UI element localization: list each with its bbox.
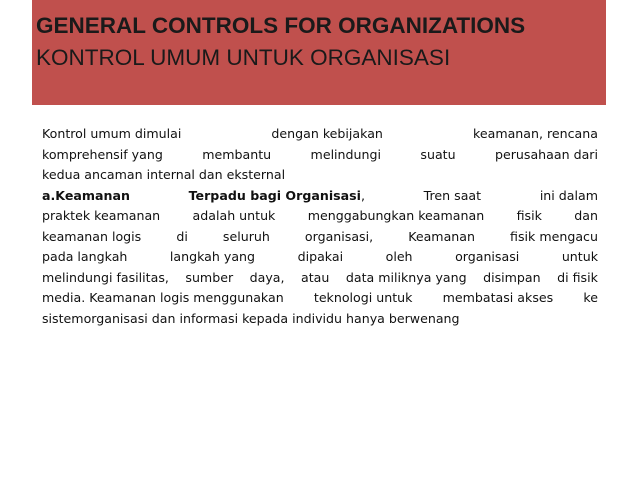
text-segment: daya, bbox=[249, 269, 285, 285]
paragraph1-line bbox=[42, 165, 598, 186]
text-segment: perusahaan dari bbox=[495, 146, 598, 162]
text-segment: seluruh bbox=[222, 228, 270, 244]
text-segment: melindungi fasilitas, bbox=[42, 269, 169, 285]
paragraph2-line bbox=[42, 268, 598, 289]
text-segment: organisasi, bbox=[304, 228, 374, 244]
paragraph2-line bbox=[42, 247, 598, 268]
text-segment: oleh bbox=[385, 249, 413, 264]
slide-subtitle: KONTROL UMUM UNTUK ORGANISASI bbox=[36, 45, 451, 70]
paragraph2-line bbox=[42, 309, 598, 330]
text-segment: organisasi bbox=[455, 249, 520, 264]
text-segment: menggabungkan keamanan bbox=[307, 208, 485, 223]
text-segment: teknologi untuk bbox=[313, 290, 413, 305]
text-segment: melindungi bbox=[310, 146, 381, 162]
text-segment: adalah untuk bbox=[192, 208, 276, 223]
text-segment: di fisik bbox=[557, 269, 598, 285]
paragraph2-line bbox=[42, 227, 598, 248]
text-segment: langkah yang bbox=[169, 249, 256, 264]
punctuation: , bbox=[360, 187, 365, 203]
text-segment: keamanan logis bbox=[42, 228, 142, 244]
text-segment: untuk bbox=[561, 249, 598, 264]
text-segment: membatasi akses bbox=[442, 290, 554, 305]
text-segment: data miliknya yang bbox=[345, 269, 467, 285]
text-segment: membantu bbox=[202, 146, 272, 162]
text-segment: sistemorganisasi dan informasi kepada individu hanya berwenang bbox=[42, 310, 460, 326]
text-segment: dan bbox=[574, 208, 598, 223]
text-segment: atau bbox=[301, 269, 330, 285]
text-segment: Tren saat bbox=[423, 187, 482, 203]
title-banner bbox=[32, 0, 606, 105]
text-segment: ke bbox=[583, 290, 598, 305]
text-segment bbox=[189, 186, 365, 207]
text-segment: suatu bbox=[420, 146, 456, 162]
text-segment: komprehensif yang bbox=[42, 146, 163, 162]
text-segment: pada langkah bbox=[42, 249, 128, 264]
text-segment: praktek keamanan bbox=[42, 208, 161, 223]
text-segment: di bbox=[176, 228, 188, 244]
paragraph2-line bbox=[42, 186, 598, 207]
text-segment: fisik bbox=[516, 208, 542, 223]
paragraph2-line bbox=[42, 206, 598, 227]
text-segment: a.Keamanan bbox=[42, 187, 130, 203]
text-segment: ini dalam bbox=[539, 187, 598, 203]
text-segment: media. Keamanan logis menggunakan bbox=[42, 290, 284, 305]
text-segment: dipakai bbox=[297, 249, 344, 264]
text-segment: Kontrol umum dimulai bbox=[42, 126, 182, 141]
text-segment: dengan kebijakan bbox=[271, 126, 383, 141]
text-segment: disimpan bbox=[483, 269, 541, 285]
text-segment: fisik mengacu bbox=[510, 228, 598, 244]
paragraph2-line bbox=[42, 288, 598, 309]
paragraph1-line bbox=[42, 124, 598, 145]
text-segment: sumber bbox=[185, 269, 234, 285]
text-segment: Keamanan bbox=[408, 228, 475, 244]
slide-title: GENERAL CONTROLS FOR ORGANIZATIONS bbox=[36, 13, 526, 38]
slide-body bbox=[42, 124, 598, 329]
paragraph1-line bbox=[42, 145, 598, 166]
bold-term: Terpadu bagi Organisasi bbox=[188, 187, 361, 203]
text-segment: keamanan, rencana bbox=[473, 126, 598, 141]
text-segment: kedua ancaman internal dan eksternal bbox=[42, 167, 286, 182]
